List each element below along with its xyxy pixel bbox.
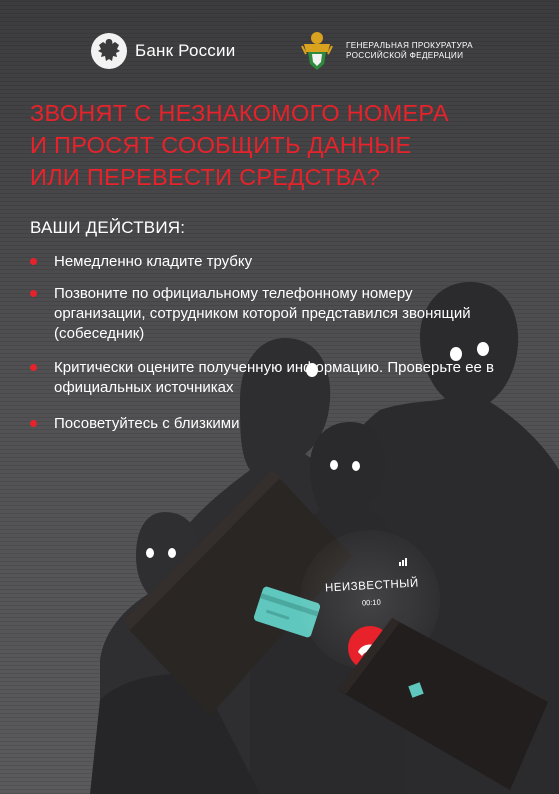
list-item xyxy=(30,414,500,434)
bullet-icon xyxy=(30,420,37,427)
caller-name: НЕИЗВЕСТНЫЙ xyxy=(324,577,419,595)
headline-line-2: И ПРОСЯТ СООБЩИТЬ ДАННЫЕ xyxy=(30,132,412,158)
list-item xyxy=(30,284,500,344)
action-text: Немедленно кладите трубку xyxy=(54,253,253,270)
header xyxy=(0,30,559,74)
actions-title: ВАШИ ДЕЙСТВИЯ: xyxy=(30,218,186,237)
bank-of-russia-name: Банк России xyxy=(135,41,236,60)
silhouette-center-eye-left xyxy=(330,460,338,470)
prosecutor-general-logo[interactable] xyxy=(298,30,486,72)
double-headed-eagle-icon xyxy=(91,33,127,69)
prosecutor-name-line-1: ГЕНЕРАЛЬНАЯ ПРОКУРАТУРА xyxy=(346,41,473,50)
action-text: Посоветуйтесь с близкими xyxy=(54,415,240,432)
action-text: Позвоните по официальному телефонному номеру организации, сотрудником которой представился звонящий (собеседник) xyxy=(54,285,471,342)
prosecutor-name-line-2: РОССИЙСКОЙ ФЕДЕРАЦИИ xyxy=(346,51,464,60)
action-text: Критически оцените полученную информацию. Проверьте ее в официальных источниках xyxy=(54,359,495,396)
silhouette-center-eye-right xyxy=(352,461,360,471)
headline xyxy=(30,97,530,193)
list-item xyxy=(30,252,500,272)
bullet-icon xyxy=(30,258,37,265)
bank-of-russia-logo[interactable] xyxy=(91,33,235,69)
prosecutor-emblem-icon xyxy=(298,30,336,72)
bullet-icon xyxy=(30,364,37,371)
silhouette-left-eye-left xyxy=(146,548,154,558)
headline-line-1: ЗВОНЯТ С НЕЗНАКОМОГО НОМЕРА xyxy=(30,100,449,126)
prosecutor-general-name xyxy=(346,41,486,61)
call-duration: 00:10 xyxy=(361,597,382,608)
bullet-icon xyxy=(30,290,37,297)
list-item xyxy=(30,358,500,398)
silhouette-left-eye-right xyxy=(168,548,176,558)
actions-list xyxy=(30,252,500,434)
headline-line-3: ИЛИ ПЕРЕВЕСТИ СРЕДСТВА? xyxy=(30,164,381,190)
